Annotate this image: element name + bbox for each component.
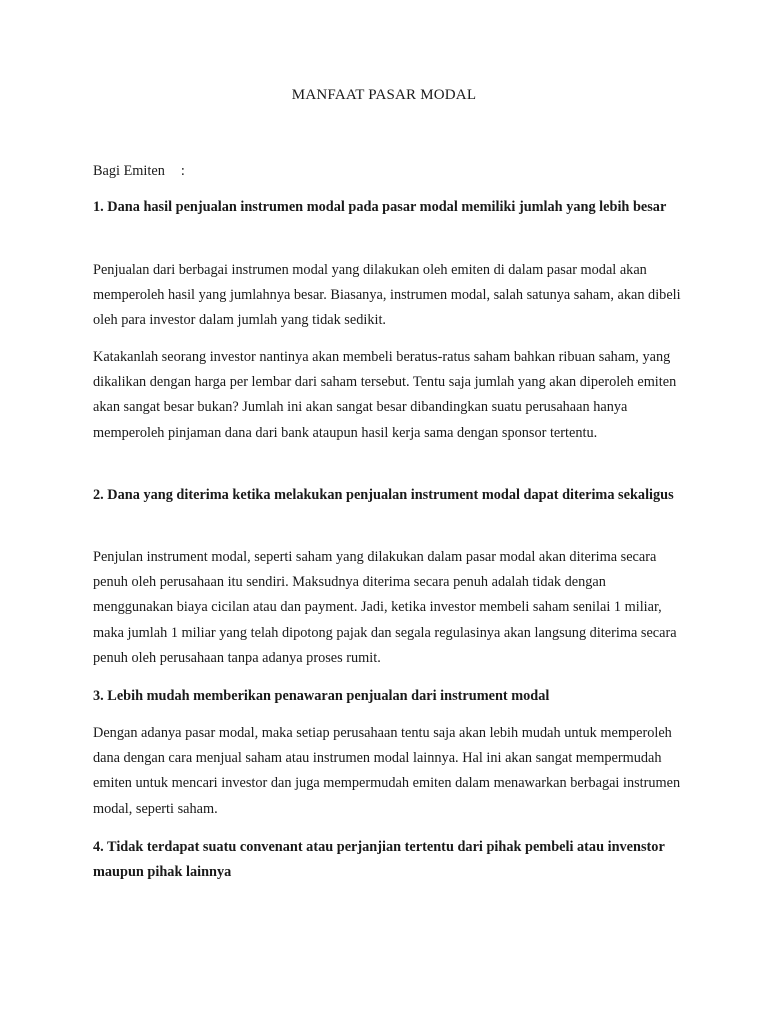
document-title: MANFAAT PASAR MODAL <box>291 87 477 103</box>
section-3-heading: 3. Lebih mudah memberikan penawaran penjualan dari instrument modal <box>93 688 550 704</box>
section-4-heading: 4. Tidak terdapat suatu convenant atau perjanjian tertentu dari pihak pembeli atau invenstor maupun pihak lainnya <box>93 839 665 881</box>
intro-line <box>93 159 185 184</box>
intro-label: Bagi Emiten <box>93 163 165 179</box>
section-1-heading: 1. Dana hasil penjualan instrumen modal pada pasar modal memiliki jumlah yang lebih besar <box>93 199 667 215</box>
section-1-paragraph-2: Katakanlah seorang investor nantinya akan membeli beratus-ratus saham bahkan ribuan saham, yang dikalikan dengan harga per lembar dari saham tersebut. Tentu saja jumlah yang akan diperoleh emiten akan sangat besar bukan? Jumlah ini akan sangat besar dibandingkan suatu perusahaan hanya memperoleh pinjaman dana dari bank ataupun hasil kerja sama dengan sponsor tertentu. <box>93 349 677 441</box>
section-2-paragraph-1: Penjulan instrument modal, seperti saham yang dilakukan dalam pasar modal akan diterima secara penuh oleh perusahaan itu sendiri. Maksudnya diterima secara penuh adalah tidak dengan menggunakan biaya cicilan atau dan payment. Jadi, ketika investor membeli saham senilai 1 miliar, maka jumlah 1 miliar yang telah dipotong pajak dan segala regulasinya akan langsung diterima secara penuh oleh perusahaan tanpa adanya proses rumit. <box>93 549 677 666</box>
section-2-heading: 2. Dana yang diterima ketika melakukan penjualan instrument modal dapat diterima sekaligus <box>93 487 674 503</box>
section-1-paragraph-1: Penjualan dari berbagai instrumen modal yang dilakukan oleh emiten di dalam pasar modal akan memperoleh hasil yang jumlahnya besar. Biasanya, instrumen modal, salah satunya saham, akan dibeli oleh para investor dalam jumlah yang tidak sedikit. <box>93 262 681 329</box>
section-3-paragraph-1: Dengan adanya pasar modal, maka setiap perusahaan tentu saja akan lebih mudah untuk memperoleh dana dengan cara menjual saham atau instrumen modal lainnya. Hal ini akan sangat mempermudah emiten untuk mencari investor dan juga mempermudah emiten dalam menawarkan berbagai instrumen modal, seperti saham. <box>93 725 681 817</box>
intro-colon: : <box>180 163 185 179</box>
